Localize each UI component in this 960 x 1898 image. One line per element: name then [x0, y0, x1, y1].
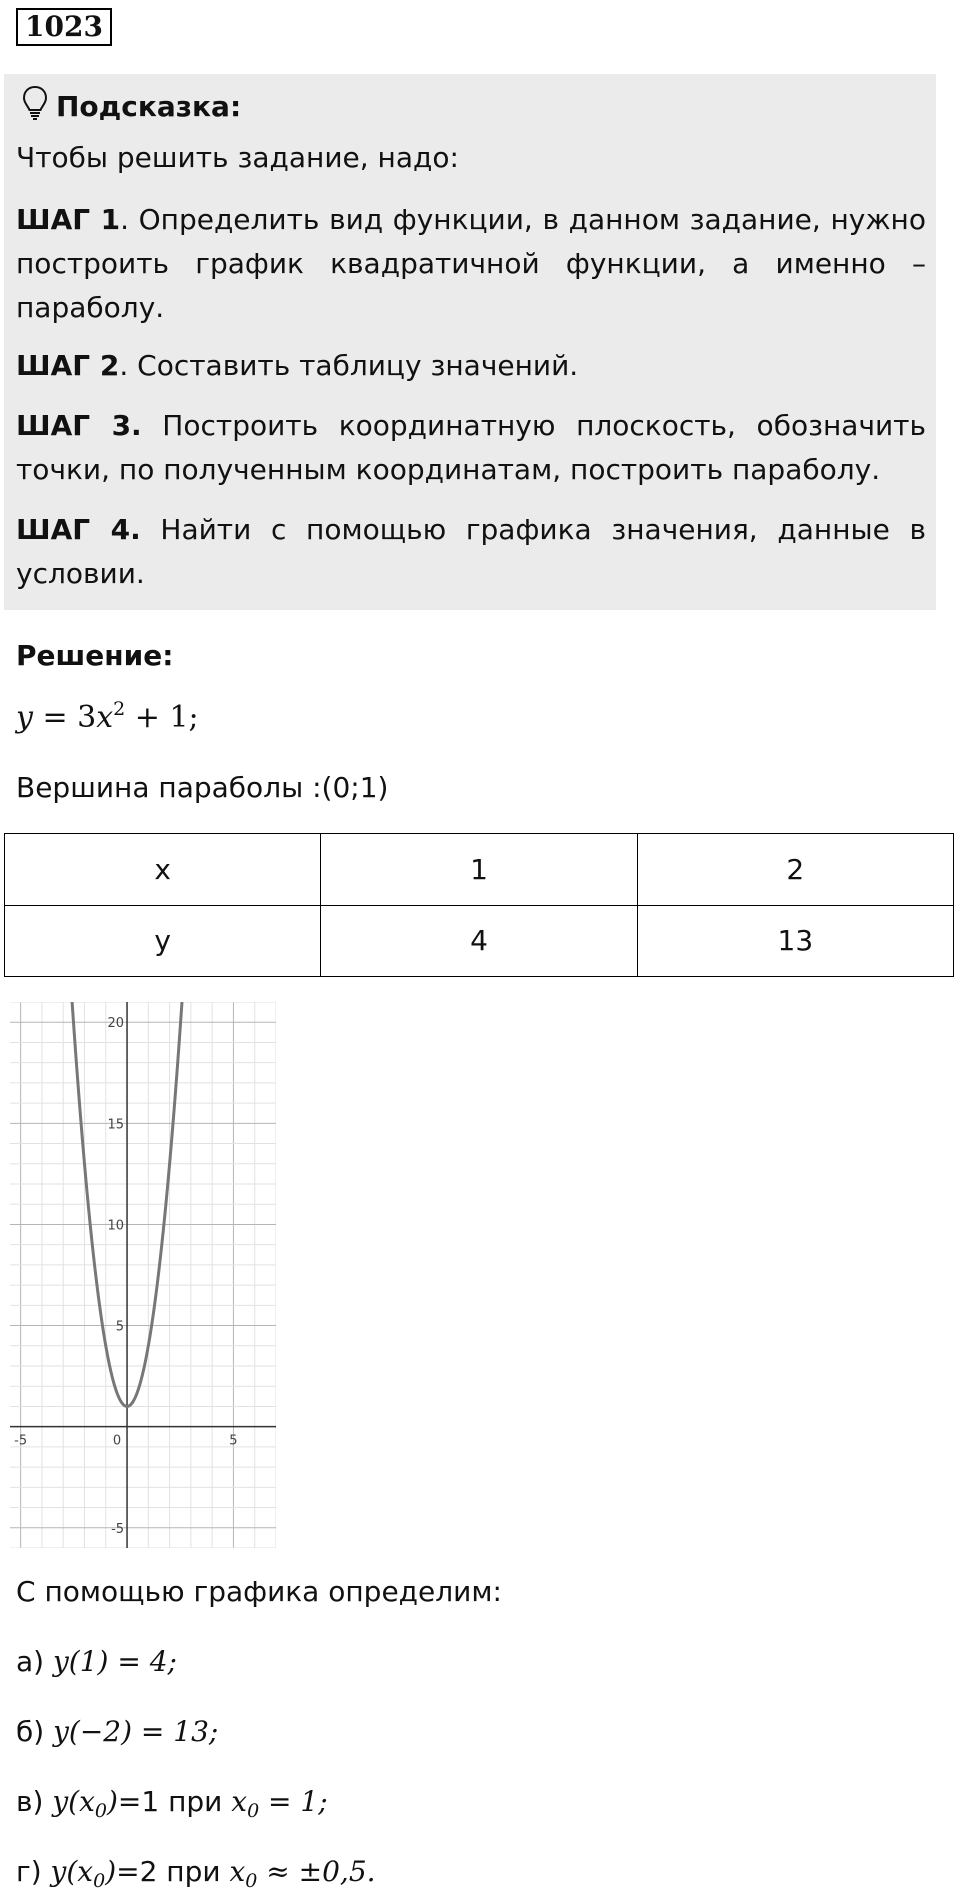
answer-lhs: y(x — [52, 1785, 95, 1818]
lightbulb-icon — [22, 85, 48, 128]
step-text: . Определить вид функции, в данном задание, нужно построить график квадратичной функции, а именно – параболу. — [16, 203, 926, 324]
formula-y: y — [16, 700, 33, 735]
answer-expr: y(1) = 4; — [52, 1645, 177, 1678]
answer-var: x — [231, 1785, 248, 1818]
vertex-text: Вершина параболы :(0;1) — [16, 771, 389, 804]
table-row — [5, 905, 954, 977]
table-cell: 13 — [637, 905, 953, 977]
table-cell: 4 — [321, 905, 637, 977]
step-text: Найти с помощью графика значения, данные в условии. — [16, 513, 926, 590]
y-tick-label: 10 — [107, 1218, 125, 1234]
answer-prefix: б) — [16, 1715, 54, 1748]
hint-step-2 — [16, 344, 926, 388]
answer-mid: =2 при — [116, 1855, 230, 1888]
answer-c — [16, 1782, 328, 1822]
table-cell: x — [5, 834, 321, 906]
y-tick-label: 15 — [107, 1117, 125, 1133]
hint-step-4 — [16, 508, 926, 596]
y-tick-label: 20 — [107, 1016, 125, 1032]
table-row — [5, 834, 954, 906]
solution-heading: Решение: — [16, 639, 174, 672]
answer-var-sub: 0 — [245, 1870, 258, 1892]
hint-step-1 — [16, 198, 926, 330]
table-cell: 2 — [637, 834, 953, 906]
answer-prefix: в) — [16, 1785, 53, 1818]
hint-box — [4, 74, 936, 610]
step-label: ШАГ 2 — [16, 349, 120, 382]
formula-power: 2 — [113, 698, 126, 720]
answer-b — [16, 1712, 218, 1752]
x-tick-label: 0 — [112, 1433, 122, 1449]
answer-lhs-sub: 0 — [93, 1870, 106, 1892]
answer-lhs: y(x — [50, 1855, 94, 1888]
answer-lhs-close: ) — [106, 1785, 118, 1818]
answer-prefix: а) — [16, 1645, 53, 1678]
function-formula — [16, 698, 199, 738]
hint-title-row — [22, 84, 241, 128]
parabola-chart — [10, 1002, 276, 1548]
step-label: ШАГ 1 — [16, 203, 121, 236]
y-tick-label: 5 — [115, 1319, 125, 1335]
answers-intro: С помощью графика определим: — [16, 1575, 502, 1608]
hint-intro: Чтобы решить задание, надо: — [16, 141, 459, 174]
answer-lhs-close: ) — [105, 1855, 117, 1888]
answer-rhs: ≈ ±0,5. — [257, 1855, 376, 1888]
answer-rhs: = 1; — [259, 1785, 328, 1818]
step-label: ШАГ 4. — [16, 513, 141, 546]
answer-mid: =1 при — [117, 1785, 232, 1818]
hint-title: Подсказка: — [56, 89, 242, 123]
step-text: . Составить таблицу значений. — [119, 349, 579, 382]
table-cell: 1 — [321, 834, 637, 906]
answer-lhs-sub: 0 — [94, 1800, 107, 1822]
answer-prefix: г) — [16, 1855, 51, 1888]
answer-a — [16, 1642, 177, 1682]
answer-expr: y(−2) = 13; — [53, 1715, 219, 1748]
answer-var-sub: 0 — [247, 1800, 260, 1822]
y-tick-label: -5 — [111, 1521, 125, 1537]
formula-eq: = 3 — [32, 700, 97, 735]
formula-tail: + 1; — [125, 700, 199, 735]
step-label: ШАГ 3. — [16, 409, 142, 442]
step-text: Построить координатную плоскость, обозначить точки, по полученным координатам, построить параболу. — [16, 409, 926, 486]
answer-var: x — [229, 1855, 246, 1888]
problem-number: 1023 — [16, 8, 112, 46]
hint-step-3 — [16, 404, 926, 492]
x-tick-label: -5 — [14, 1433, 28, 1449]
formula-x: x — [96, 700, 114, 735]
answer-d — [16, 1852, 376, 1892]
values-table — [4, 833, 954, 977]
x-tick-label: 5 — [229, 1433, 238, 1449]
table-cell: y — [5, 905, 321, 977]
